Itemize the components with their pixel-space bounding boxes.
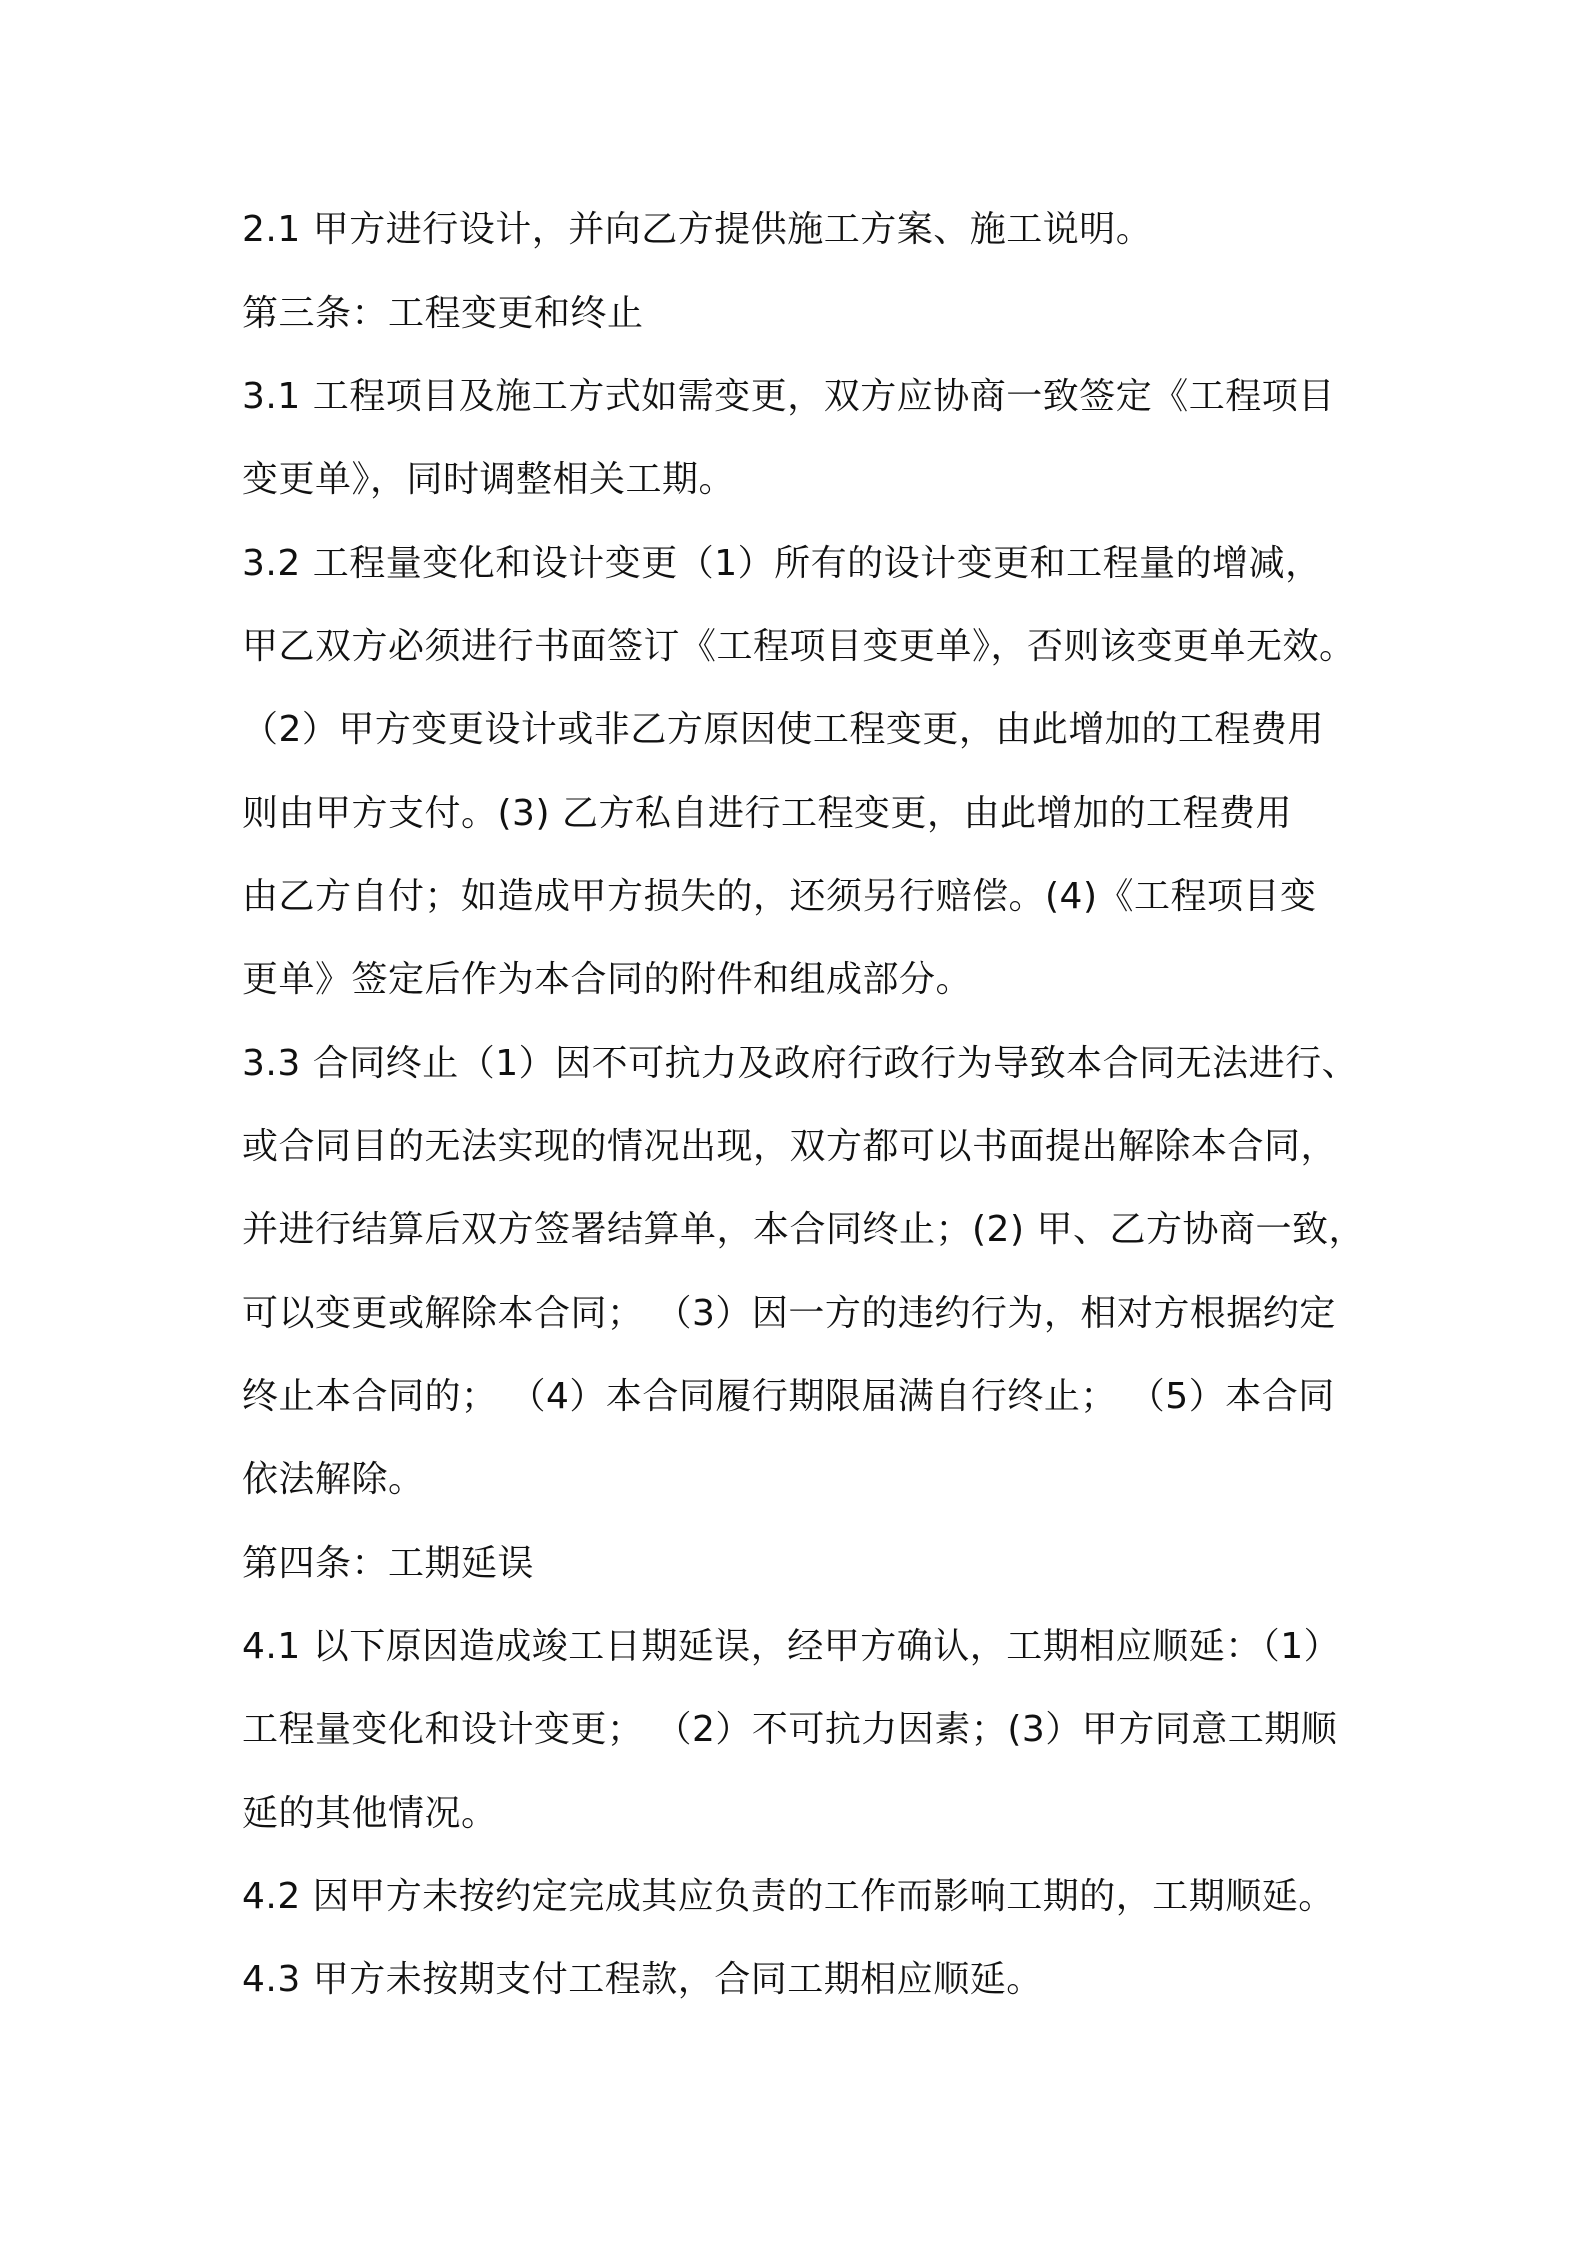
clause-3-3-line-3: 并进行结算后双方签署结算单，本合同终止；(2) 甲、乙方协商一致， <box>242 1209 1365 1250</box>
clause-4-1-line-3: 延的其他情况。 <box>242 1793 498 1834</box>
clause-3-3-line-4: 可以变更或解除本合同； （3）因一方的违约行为，相对方根据约定 <box>242 1293 1336 1334</box>
clause-3-1-line-1: 3.1 工程项目及施工方式如需变更，双方应协商一致签定《工程项目 <box>242 376 1335 417</box>
clause-3-2-line-6: 更单》签定后作为本合同的附件和组成部分。 <box>242 959 973 1000</box>
clause-3-2-line-4: 则由甲方支付。(3) 乙方私自进行工程变更，由此增加的工程费用 <box>242 793 1292 834</box>
clause-3-1-line-2: 变更单》，同时调整相关工期。 <box>242 459 736 500</box>
article-3-heading: 第三条：工程变更和终止 <box>242 293 644 334</box>
clause-3-3-line-1: 3.3 合同终止（1）因不可抗力及政府行政行为导致本合同无法进行、 <box>242 1043 1359 1084</box>
clause-3-3-line-5: 终止本合同的； （4）本合同履行期限届满自行终止； （5）本合同 <box>242 1376 1335 1417</box>
clause-4-1-line-2: 工程量变化和设计变更； （2）不可抗力因素；(3）甲方同意工期顺 <box>242 1709 1338 1750</box>
clause-3-3-line-2: 或合同目的无法实现的情况出现，双方都可以书面提出解除本合同， <box>242 1126 1338 1167</box>
clause-4-2: 4.2 因甲方未按约定完成其应负责的工作而影响工期的，工期顺延。 <box>242 1876 1335 1917</box>
clause-4-1-line-1: 4.1 以下原因造成竣工日期延误，经甲方确认，工期相应顺延：（1） <box>242 1626 1341 1667</box>
clause-4-3: 4.3 甲方未按期支付工程款，合同工期相应顺延。 <box>242 1959 1043 2000</box>
clause-3-2-line-1: 3.2 工程量变化和设计变更（1）所有的设计变更和工程量的增减， <box>242 543 1322 584</box>
clause-3-2-line-5: 由乙方自付；如造成甲方损失的，还须另行赔偿。(4)《工程项目变 <box>242 876 1317 917</box>
clause-3-2-line-2: 甲乙双方必须进行书面签订《工程项目变更单》，否则该变更单无效。 <box>242 626 1356 667</box>
clause-3-2-line-3: （2）甲方变更设计或非乙方原因使工程变更，由此增加的工程费用 <box>242 709 1324 750</box>
article-4-heading: 第四条：工期延误 <box>242 1543 535 1584</box>
clause-2-1: 2.1 甲方进行设计，并向乙方提供施工方案、施工说明。 <box>242 209 1153 250</box>
clause-3-3-line-6: 依法解除。 <box>242 1459 425 1500</box>
